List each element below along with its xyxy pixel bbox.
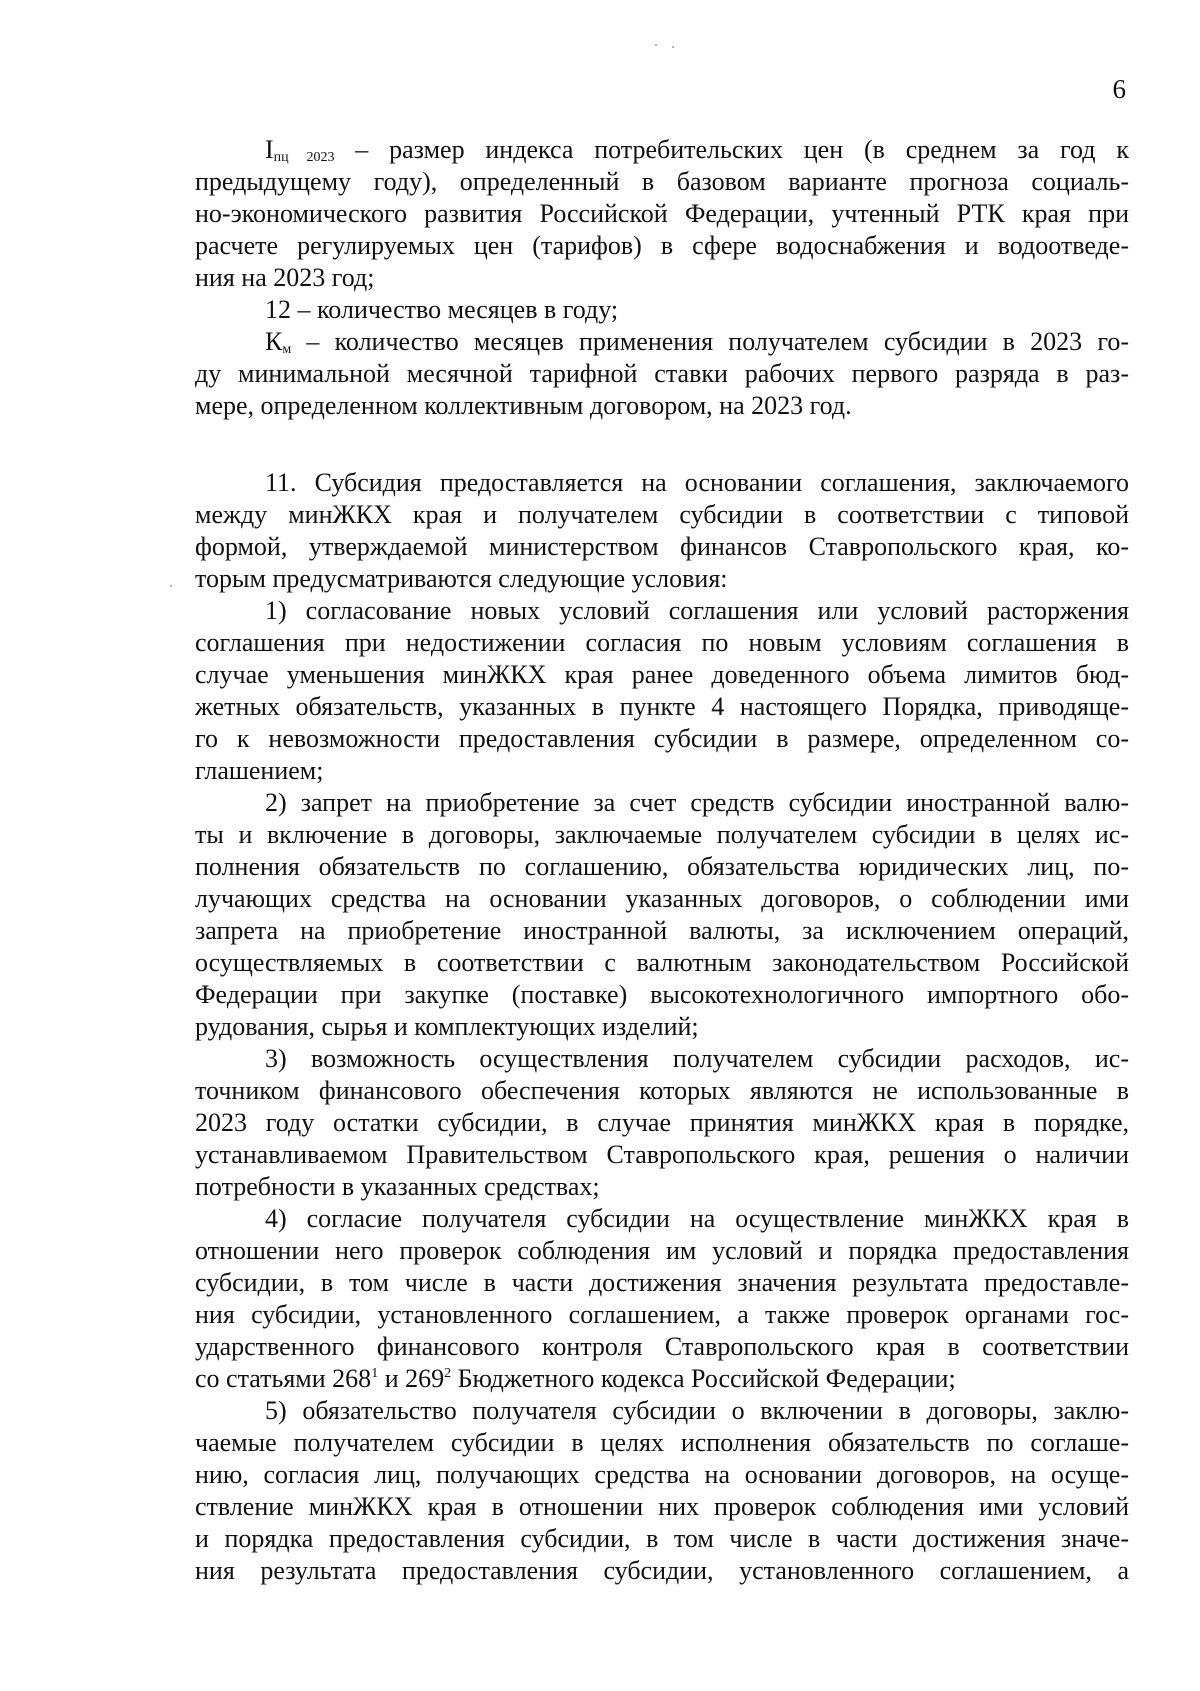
ipc-definition-line-5: ния на 2023 год; <box>195 263 375 292</box>
item5-line-6: ния результата предоставления субсидии, установленного соглашением, а <box>195 1556 1129 1585</box>
item2-line-3: полнения обязательств по соглашению, обязательства юридических лиц, по- <box>195 852 1129 881</box>
item2-line-2: ты и включение в договоры, заключаемые получателем субсидии в целях ис- <box>195 820 1129 849</box>
scan-speck <box>655 44 657 46</box>
section11-intro-line-3: формой, утверждаемой министерством финансов Ставропольского края, ко- <box>195 532 1129 561</box>
km-symbol: К <box>265 327 283 356</box>
item2-line-8: рудования, сырья и комплектующих изделий; <box>195 1012 699 1041</box>
item2-line-7: Федерации при закупке (поставке) высокотехнологичного импортного обо- <box>195 980 1129 1009</box>
scan-speck <box>170 585 172 587</box>
ipc-definition-line-4: расчете регулируемых цен (тарифов) в сфере водоснабжения и водоотведе- <box>195 231 1129 260</box>
section11-intro-line-2: между минЖКХ края и получателем субсидии в соответствии с типовой <box>195 500 1129 529</box>
item1-line-2: соглашения при недостижении согласия по новым условиям соглашения в <box>195 628 1129 657</box>
item1-line-3: случае уменьшения минЖКХ края ранее доведенного объема лимитов бюд- <box>195 660 1129 689</box>
scan-speck <box>672 46 674 48</box>
months-definition: 12 – количество месяцев в году; <box>265 295 619 324</box>
item3-line-2: точником финансового обеспечения которых являются не использованные в <box>195 1076 1129 1105</box>
km-definition-line-2: ду минимальной месячной тарифной ставки рабочих первого разряда в раз- <box>195 359 1129 388</box>
item2-line-1: 2) запрет на приобретение за счет средств субсидии иностранной валю- <box>265 788 1129 817</box>
item2-line-6: осуществляемых в соответствии с валютным законодательством Российской <box>195 948 1129 977</box>
km-symbol-subscript: м <box>282 342 292 357</box>
ipc-symbol: I <box>265 135 274 164</box>
item1-line-1: 1) согласование новых условий соглашения или условий расторжения <box>265 596 1129 625</box>
page-number: 6 <box>1112 74 1126 104</box>
ipc-definition-line-3: но-экономического развития Российской Федерации, учтенный РТК края при <box>195 199 1129 228</box>
item4-line-6: со статьями $268^1$ и $269^2$ Бюджетного кодекса Российской Федерации; <box>195 1364 956 1393</box>
item5-line-1: 5) обязательство получателя субсидии о включении в договоры, заклю- <box>265 1396 1129 1425</box>
item4-line-2: отношении него проверок соблюдения им условий и порядка предоставления <box>195 1236 1129 1265</box>
item3-line-4: устанавливаемом Правительством Ставропольского края, решения о наличии <box>195 1140 1129 1169</box>
item3-line-3: 2023 году остатки субсидии, в случае принятия минЖКХ края в порядке, <box>195 1108 1129 1137</box>
item5-line-5: и порядка предоставления субсидии, в том числе в части достижения значе- <box>195 1524 1129 1553</box>
item5-line-3: нию, согласия лиц, получающих средства на основании договоров, на осуще- <box>195 1460 1129 1489</box>
item5-line-4: ствление минЖКХ края в отношении них проверок соблюдения ими условий <box>195 1492 1129 1521</box>
item1-line-6: глашением; <box>195 756 324 785</box>
item3-line-1: 3) возможность осуществления получателем субсидии расходов, ис- <box>265 1044 1129 1073</box>
item4-line-5: ударственного финансового контроля Ставропольского края в соответствии <box>195 1332 1129 1361</box>
section11-intro-line-1: 11. Субсидия предоставляется на основании соглашения, заключаемого <box>265 468 1129 497</box>
item2-line-4: лучающих средства на основании указанных договоров, о соблюдении ими <box>195 884 1129 913</box>
ipc-definition-line-1: $I_{пц 2023}$ – размер индекса потребительских цен (в среднем за год к <box>265 135 1129 165</box>
ipc-symbol-subscript: пц 2023 <box>273 150 335 165</box>
item4-line-1: 4) согласие получателя субсидии на осуществление минЖКХ края в <box>265 1204 1129 1233</box>
ipc-definition-line-2: предыдущему году), определенный в базовом варианте прогноза социаль- <box>195 167 1129 196</box>
km-definition-line-1: $К_м$ – количество месяцев применения получателем субсидии в 2023 го- <box>265 327 1129 357</box>
item4-line-3: субсидии, в том числе в части достижения значения результата предоставле- <box>195 1268 1129 1297</box>
item2-line-5: запрета на приобретение иностранной валюты, за исключением операций, <box>195 916 1129 945</box>
km-definition-line-3: мере, определенном коллективным договором, на 2023 год. <box>195 391 852 420</box>
item4-line-4: ния субсидии, установленного соглашением, а также проверок органами гос- <box>195 1300 1129 1329</box>
item3-line-5: потребности в указанных средствах; <box>195 1172 600 1201</box>
section11-intro-line-4: торым предусматриваются следующие условия: <box>195 564 728 593</box>
item1-line-5: го к невозможности предоставления субсидии в размере, определенном со- <box>195 724 1129 753</box>
item1-line-4: жетных обязательств, указанных в пункте 4 настоящего Порядка, приводяще- <box>195 692 1129 721</box>
item5-line-2: чаемые получателем субсидии в целях исполнения обязательств по соглаше- <box>195 1428 1129 1457</box>
